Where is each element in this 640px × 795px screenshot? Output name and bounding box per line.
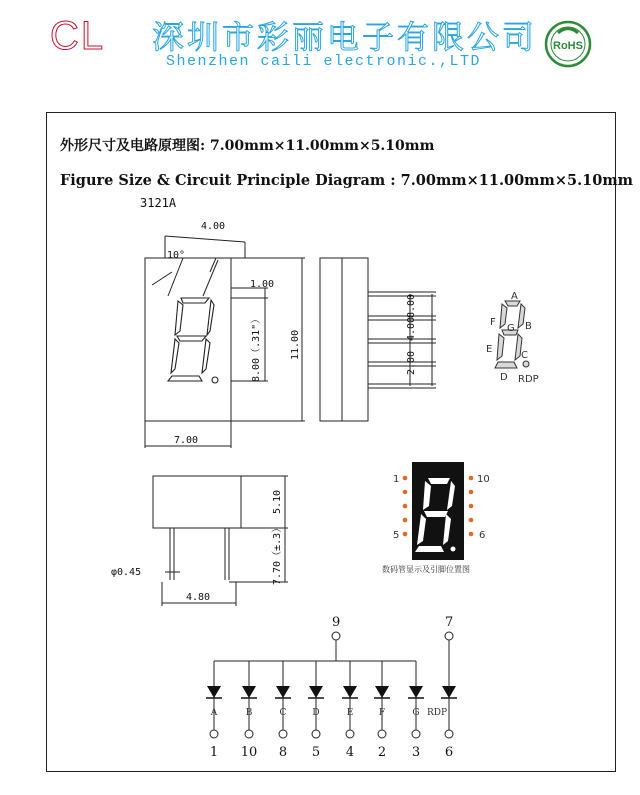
dim-pitch-2: 2.00 — [406, 350, 417, 375]
dim-depth: 5.10 — [272, 489, 283, 514]
pinout-pin-10: 10 — [477, 474, 490, 485]
seg-label-b: B — [525, 321, 532, 332]
seg-label-f: F — [490, 317, 496, 328]
dim-angle: 10° — [167, 250, 186, 261]
circuit-diodes — [206, 661, 457, 760]
segment-label-g: G — [412, 708, 420, 718]
pin-terminal — [445, 730, 453, 738]
dim-pad: 1.00 — [250, 279, 275, 290]
pin-number-2: 2 — [377, 745, 387, 760]
seg-label-c: C — [521, 350, 528, 361]
company-name-en: Shenzhen caili electronic.,LTD — [166, 53, 482, 70]
diode-symbol — [409, 686, 423, 698]
pin-terminal — [210, 730, 218, 738]
pin-number-10: 10 — [240, 745, 258, 760]
front-view-digit — [168, 298, 218, 383]
front-view-body — [145, 258, 231, 421]
diode-symbol — [442, 686, 456, 698]
dim-digit-height: 8.00（.31"） — [251, 313, 262, 382]
pin-terminal — [312, 730, 320, 738]
pinout-pin-6: 6 — [479, 530, 486, 541]
segment-label-c: C — [279, 708, 287, 718]
seg-label-e: E — [486, 344, 493, 355]
dim-pin-span: 4.80 — [186, 592, 211, 603]
pinout-pin-1: 1 — [393, 474, 400, 485]
circuit-common-pin-7: 7 — [445, 615, 454, 630]
dim-width: 7.00 — [174, 435, 199, 446]
seg-label-d: D — [500, 372, 508, 383]
pin-number-5: 5 — [311, 745, 321, 760]
pin-number-6: 6 — [444, 745, 454, 760]
pin-terminal — [346, 730, 354, 738]
dim-top-width: 4.00 — [201, 221, 226, 232]
rohs-label: RoHS — [553, 40, 583, 52]
seg-label-a: A — [511, 291, 518, 302]
diode-symbol — [309, 686, 323, 698]
company-logo: CL — [50, 14, 106, 58]
dim-pin-diameter: φ0.45 — [111, 567, 142, 578]
side-view-pins — [368, 292, 436, 388]
seg-label-rdp: RDP — [518, 374, 539, 385]
dim-pitch-8: 8.00 — [406, 293, 417, 318]
title-en: Figure Size & Circuit Principle Diagram : 7.00mm×11.00mm×5.10mm — [60, 172, 634, 189]
diode-symbol — [207, 686, 221, 698]
segment-label-e: E — [346, 708, 354, 718]
segment-label-b: B — [245, 708, 253, 718]
pinout-caption: 数码管显示及引脚位置图 — [382, 565, 470, 574]
model-number: 3121A — [140, 196, 177, 210]
pin-terminal — [245, 730, 253, 738]
diode-symbol — [375, 686, 389, 698]
dim-pin-length: 7.70（±.3） — [272, 522, 283, 585]
segment-label-a: A — [210, 708, 218, 718]
title-cn: 外形尺寸及电路原理图: 7.00mm×11.00mm×5.10mm — [60, 138, 435, 154]
diode-symbol — [343, 686, 357, 698]
seg-label-g: G — [507, 323, 515, 334]
pin-terminal — [412, 730, 420, 738]
company-name-cn: 深圳市彩丽电子有限公司 — [152, 18, 538, 56]
dim-pitch-4: 4.00 — [406, 316, 417, 341]
pin-number-8: 8 — [278, 745, 288, 760]
diode-symbol — [242, 686, 256, 698]
pin-number-1: 1 — [209, 745, 219, 760]
circuit-wiring — [214, 632, 453, 686]
diode-symbol — [276, 686, 290, 698]
segment-label-f: F — [378, 708, 386, 718]
segment-label-d: D — [312, 708, 320, 718]
segment-label-rdp: RDP — [426, 708, 448, 718]
side-view-body — [320, 258, 368, 421]
dim-height: 11.00 — [290, 329, 301, 360]
pinout-pin-5: 5 — [393, 530, 400, 541]
bottom-view-body — [153, 476, 241, 528]
pin-number-4: 4 — [345, 745, 355, 760]
pin-number-3: 3 — [411, 745, 421, 760]
circuit-common-pin-9: 9 — [332, 615, 341, 630]
pin-terminal — [279, 730, 287, 738]
pin-terminal — [378, 730, 386, 738]
